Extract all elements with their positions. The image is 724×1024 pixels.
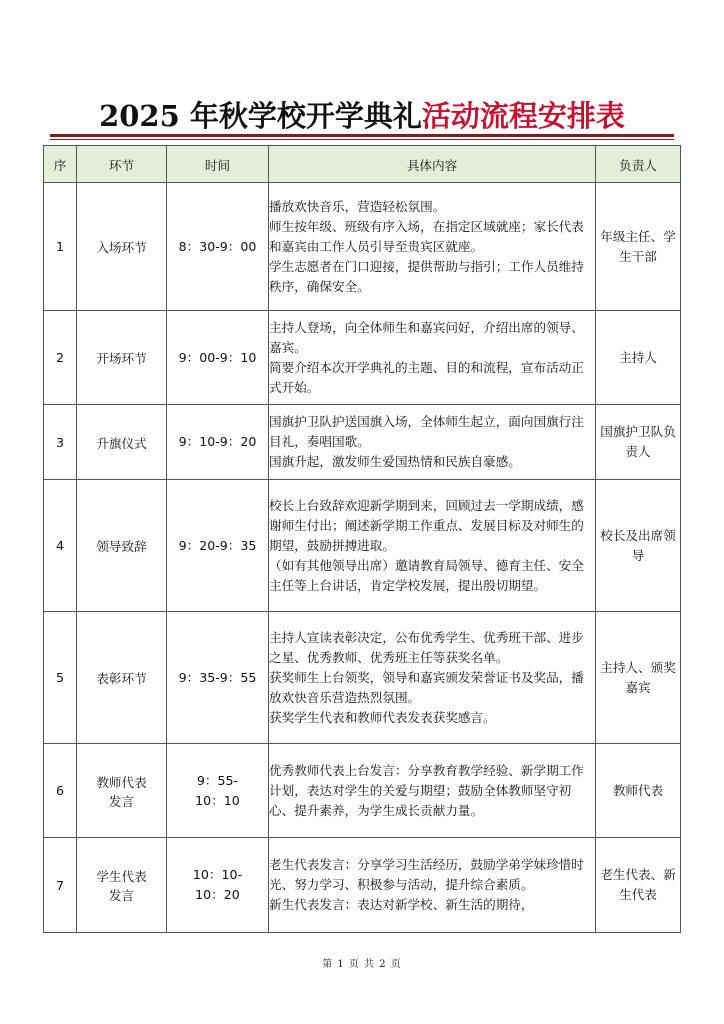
row-seq: 4 [44, 480, 77, 612]
row-seq: 7 [44, 838, 77, 933]
row-seq: 1 [44, 183, 77, 311]
table-row [44, 480, 681, 612]
row-seq: 2 [44, 311, 77, 405]
header-time: 时间 [167, 146, 269, 183]
row-stage: 表彰环节 [77, 612, 167, 744]
content-line: 主持人登场，向全体师生和嘉宾问好，介绍出席的领导、嘉宾。 [269, 319, 584, 355]
header-owner: 负责人 [596, 146, 681, 183]
row-owner: 教师代表 [596, 744, 681, 838]
row-owner: 年级主任、学生干部 [596, 183, 681, 311]
table-row [44, 183, 681, 311]
row-time: 9：55-10：10 [167, 744, 269, 838]
content-line: 新生代表发言：表达对新学校、新生活的期待， [269, 897, 534, 912]
title-underline-thin [50, 139, 674, 140]
row-content [269, 744, 596, 838]
table-header-row [44, 146, 681, 183]
table-row [44, 311, 681, 405]
row-seq: 3 [44, 405, 77, 480]
header-content: 具体内容 [269, 146, 596, 183]
row-time: 8：30-9：00 [167, 183, 269, 311]
header-stage: 环节 [77, 146, 167, 183]
row-seq: 6 [44, 744, 77, 838]
title-underline-thick [50, 134, 674, 137]
row-stage: 升旗仪式 [77, 405, 167, 480]
row-time: 9：10-9：20 [167, 405, 269, 480]
content-line: 国旗升起，激发师生爱国热情和民族自豪感。 [269, 454, 521, 469]
content-line: 国旗护卫队护送国旗入场，全体师生起立，面向国旗行注目礼，奏唱国歌。 [269, 414, 584, 449]
content-line: 获奖学生代表和教师代表发表获奖感言。 [269, 709, 496, 725]
row-stage: 学生代表发言 [77, 838, 167, 933]
content-line: 获奖师生上台领奖，领导和嘉宾颁发荣誉证书及奖品，播放欢快音乐营造热烈氛围。 [269, 669, 584, 705]
content-line: 优秀教师代表上台发言：分享教育教学经验、新学期工作计划，表达对学生的关爱与期望；鼓励全体教师坚守初心、提升素养，为学生成长贡献力量。 [269, 762, 584, 818]
content-line: 校长上台致辞欢迎新学期到来，回顾过去一学期成绩，感谢师生付出；阐述新学期工作重点、发展目标及对师生的期望，鼓励拼搏进取。 [269, 497, 584, 553]
row-content [269, 405, 596, 480]
page-footer: 第 1 页 共 2 页 [322, 959, 402, 970]
content-line: 简要介绍本次开学典礼的主题、目的和流程，宣布活动正式开始。 [269, 359, 584, 395]
table-row [44, 744, 681, 838]
title-highlight: 活动流程安排表 [421, 99, 625, 133]
header-seq: 序 [44, 146, 77, 183]
schedule-table [43, 145, 681, 933]
row-time: 10：10-10：20 [167, 838, 269, 933]
row-stage: 教师代表发言 [77, 744, 167, 838]
row-content [269, 838, 596, 933]
row-owner: 老生代表、新生代表 [596, 838, 681, 933]
row-time: 9：35-9：55 [167, 612, 269, 744]
content-line: 主持人宣读表彰决定，公布优秀学生、优秀班干部、进步之星、优秀教师、优秀班主任等获奖名单。 [269, 629, 584, 665]
row-owner: 主持人、颁奖嘉宾 [596, 612, 681, 744]
row-owner: 国旗护卫队负责人 [596, 405, 681, 480]
row-stage: 领导致辞 [77, 480, 167, 612]
row-content [269, 480, 596, 612]
content-line: 学生志愿者在门口迎接，提供帮助与指引；工作人员维持秩序，确保安全。 [269, 258, 584, 294]
row-content [269, 612, 596, 744]
row-owner: 校长及出席领导 [596, 480, 681, 612]
document-title [0, 96, 724, 136]
table-row [44, 405, 681, 480]
title-main: 2025 年秋学校开学典礼 [99, 99, 422, 133]
content-line: 师生按年级、班级有序入场，在指定区域就座；家长代表和嘉宾由工作人员引导至贵宾区就座。 [269, 218, 584, 254]
row-time: 9：20-9：35 [167, 480, 269, 612]
row-content [269, 311, 596, 405]
row-seq: 5 [44, 612, 77, 744]
row-owner: 主持人 [596, 311, 681, 405]
row-stage: 入场环节 [77, 183, 167, 311]
row-content [269, 183, 596, 311]
content-line: （如有其他领导出席）邀请教育局领导、德育主任、安全主任等上台讲话，肯定学校发展，提出殷切期望。 [269, 557, 584, 593]
table-row [44, 612, 681, 744]
row-time: 9：00-9：10 [167, 311, 269, 405]
row-stage: 开场环节 [77, 311, 167, 405]
table-row [44, 838, 681, 933]
content-line: 播放欢快音乐，营造轻松氛围。 [269, 198, 446, 214]
content-line: 老生代表发言：分享学习生活经历，鼓励学弟学妹珍惜时光、努力学习、积极参与活动，提升综合素质。 [269, 857, 584, 892]
